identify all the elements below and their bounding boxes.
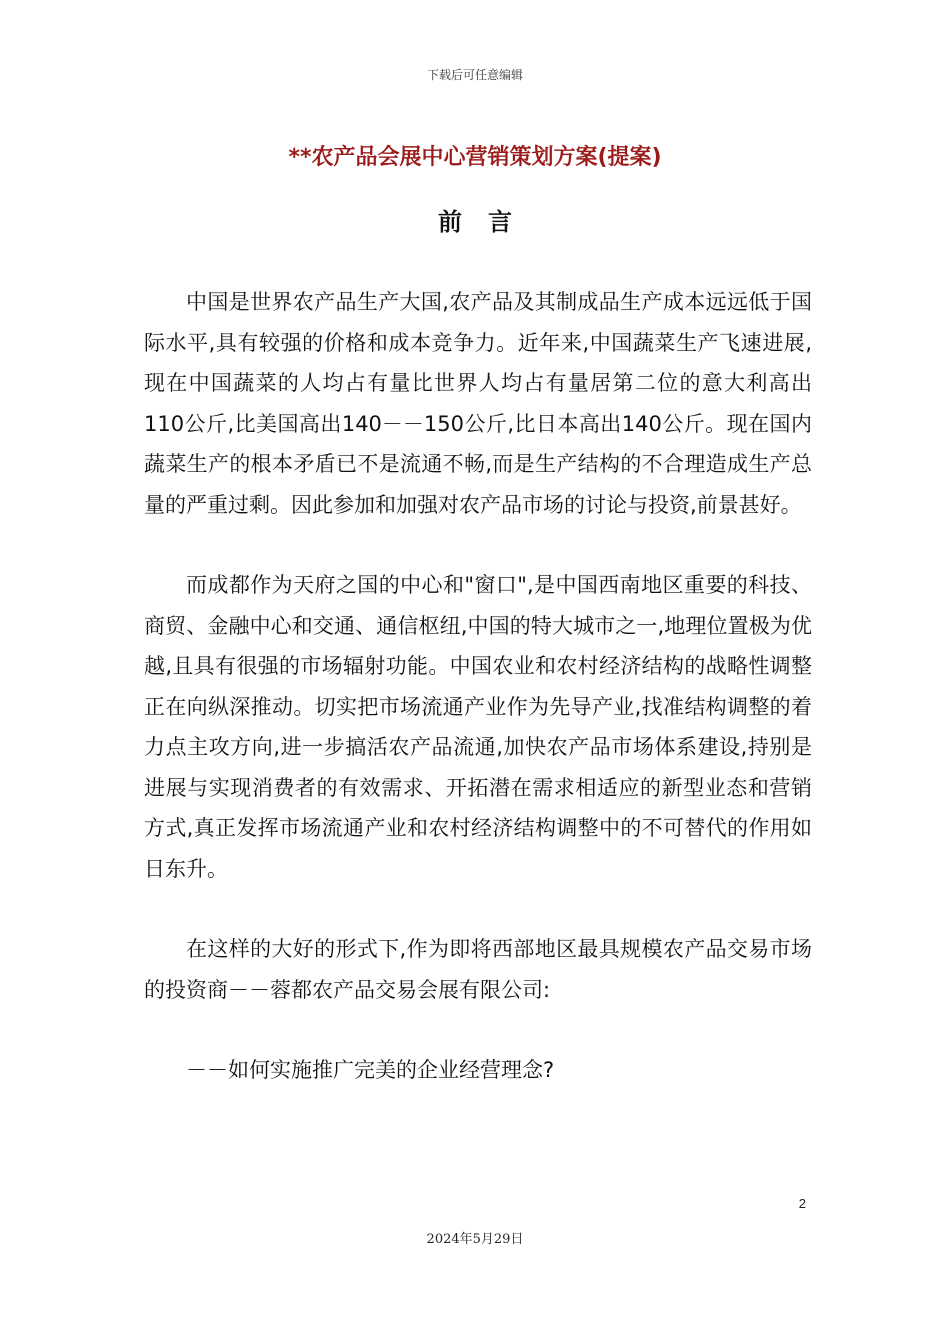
- paragraph-intro: 中国是世界农产品生产大国,农产品及其制成品生产成本远远低于国际水平,具有较强的价格和成本竞争力。近年来,中国蔬菜生产飞速进展,现在中国蔬菜的人均占有量比世界人均占有量居第二位的意大利高出110公斤,比美国高出140－－150公斤,比日本高出140公斤。现在国内蔬菜生产的根本矛盾已不是流通不畅,而是生产结构的不合理造成生产总量的严重过剩。因此参加和加强对农产品市场的讨论与投资,前景甚好。: [144, 290, 812, 517]
- footer-date: 2024年5月29日: [426, 1232, 524, 1247]
- section-heading: 前言: [438, 208, 538, 236]
- paragraph-question: －－如何实施推广完美的企业经营理念?: [186, 1058, 555, 1082]
- document-title: **农产品会展中心营销策划方案(提案): [288, 145, 662, 170]
- paragraph-chengdu: 而成都作为天府之国的中心和"窗口",是中国西南地区重要的科技、商贸、金融中心和交通、通信枢纽,中国的特大城市之一,地理位置极为优越,且具有很强的市场辐射功能。中国农业和农村经济结构的战略性调整正在向纵深推动。切实把市场流通产业作为先导产业,找准结构调整的着力点主攻方向,进一步搞活农产品流通,加快农产品市场体系建设,持别是进展与实现消费者的有效需求、开拓潜在需求相适应的新型业态和营销方式,真正发挥市场流通产业和农村经济结构调整中的不可替代的作用如日东升。: [144, 573, 812, 881]
- page-number: 2: [798, 1196, 806, 1211]
- paragraph-context: 在这样的大好的形式下,作为即将西部地区最具规模农产品交易市场的投资商－－蓉都农产品交易会展有限公司:: [144, 937, 812, 1002]
- document-body: [144, 282, 812, 1091]
- header-note: 下载后可任意编辑: [426, 68, 523, 82]
